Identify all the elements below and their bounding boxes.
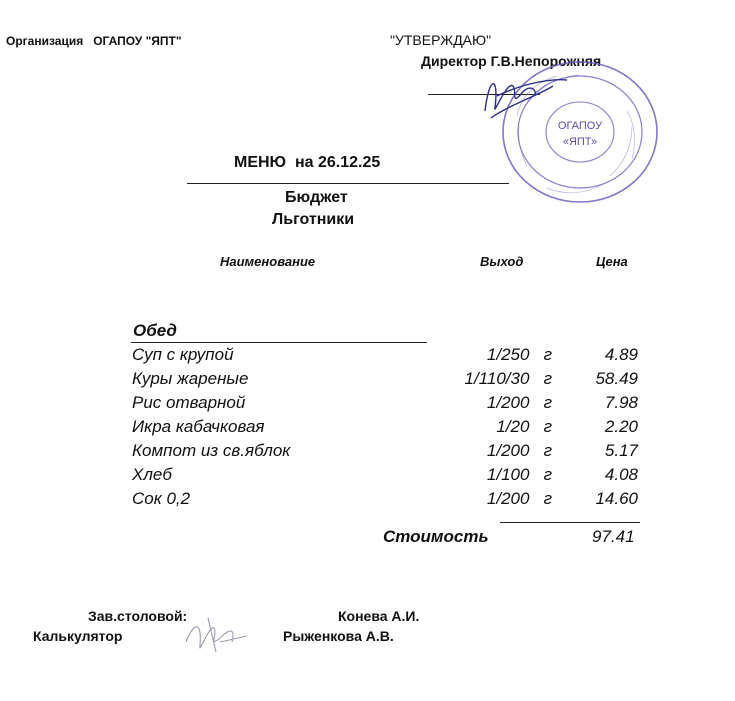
- category-label: Льготники: [272, 211, 355, 228]
- item-output: 1/100 г: [486, 465, 552, 484]
- item-name: Сок 0,2: [132, 489, 191, 508]
- item-name: Куры жареные: [132, 369, 249, 388]
- column-header-output: Выход: [480, 254, 524, 269]
- menu-date: на 26.12.25: [294, 154, 381, 171]
- table-row: [132, 441, 642, 465]
- table-row: [132, 345, 642, 369]
- column-header-name: Наименование: [220, 254, 316, 269]
- calculator-label: Калькулятор: [33, 628, 123, 644]
- budget-label: Бюджет: [285, 189, 348, 206]
- section-title: Обед: [133, 321, 177, 340]
- total-line: [500, 522, 640, 523]
- calculator-signature: [180, 612, 250, 658]
- item-output: 1/20 г: [496, 417, 552, 436]
- item-price: 7.98: [604, 393, 638, 412]
- head-of-canteen-name: Конева А.И.: [338, 608, 420, 624]
- head-of-canteen-label: Зав.столовой:: [88, 608, 188, 624]
- item-name: Хлеб: [132, 465, 172, 484]
- stamp-text-line-2: «ЯПТ»: [562, 136, 598, 148]
- item-price: 4.08: [604, 465, 638, 484]
- organization-name: ОГАПОУ "ЯПТ": [93, 34, 182, 48]
- table-row: [132, 489, 642, 513]
- column-header-price: Цена: [596, 254, 628, 269]
- director-name: Директор Г.В.Непорожняя: [421, 53, 602, 69]
- item-output: 1/200 г: [486, 393, 552, 412]
- total-label: Стоимость: [383, 527, 489, 546]
- table-row: [132, 393, 642, 417]
- item-output: 1/200 г: [486, 489, 552, 508]
- item-price: 58.49: [595, 369, 638, 388]
- item-price: 5.17: [604, 441, 638, 460]
- item-name: Компот из св.яблок: [132, 441, 291, 460]
- total-value: 97.41: [592, 527, 635, 546]
- approve-label: "УТВЕРЖДАЮ": [390, 32, 492, 48]
- item-price: 2.20: [604, 417, 638, 436]
- table-row: [132, 417, 642, 441]
- item-price: 4.89: [604, 345, 638, 364]
- item-price: 14.60: [595, 489, 638, 508]
- table-row: [132, 465, 642, 489]
- stamp-text-line-1: ОГАПОУ: [557, 120, 603, 132]
- section-underline: [131, 342, 427, 343]
- organization-label: Организация ОГАПОУ "ЯПТ": [6, 34, 182, 48]
- item-output: 1/250 г: [486, 345, 552, 364]
- item-name: Суп с крупой: [132, 345, 234, 364]
- item-output: 1/110/30 г: [464, 369, 552, 388]
- calculator-name: Рыженкова А.В.: [283, 628, 394, 644]
- item-name: Рис отварной: [132, 393, 246, 412]
- menu-title: МЕНЮ на 26.12.25: [234, 154, 381, 171]
- table-row: [132, 369, 642, 393]
- title-underline: [187, 183, 509, 184]
- item-name: Икра кабачковая: [132, 417, 265, 436]
- item-output: 1/200 г: [486, 441, 552, 460]
